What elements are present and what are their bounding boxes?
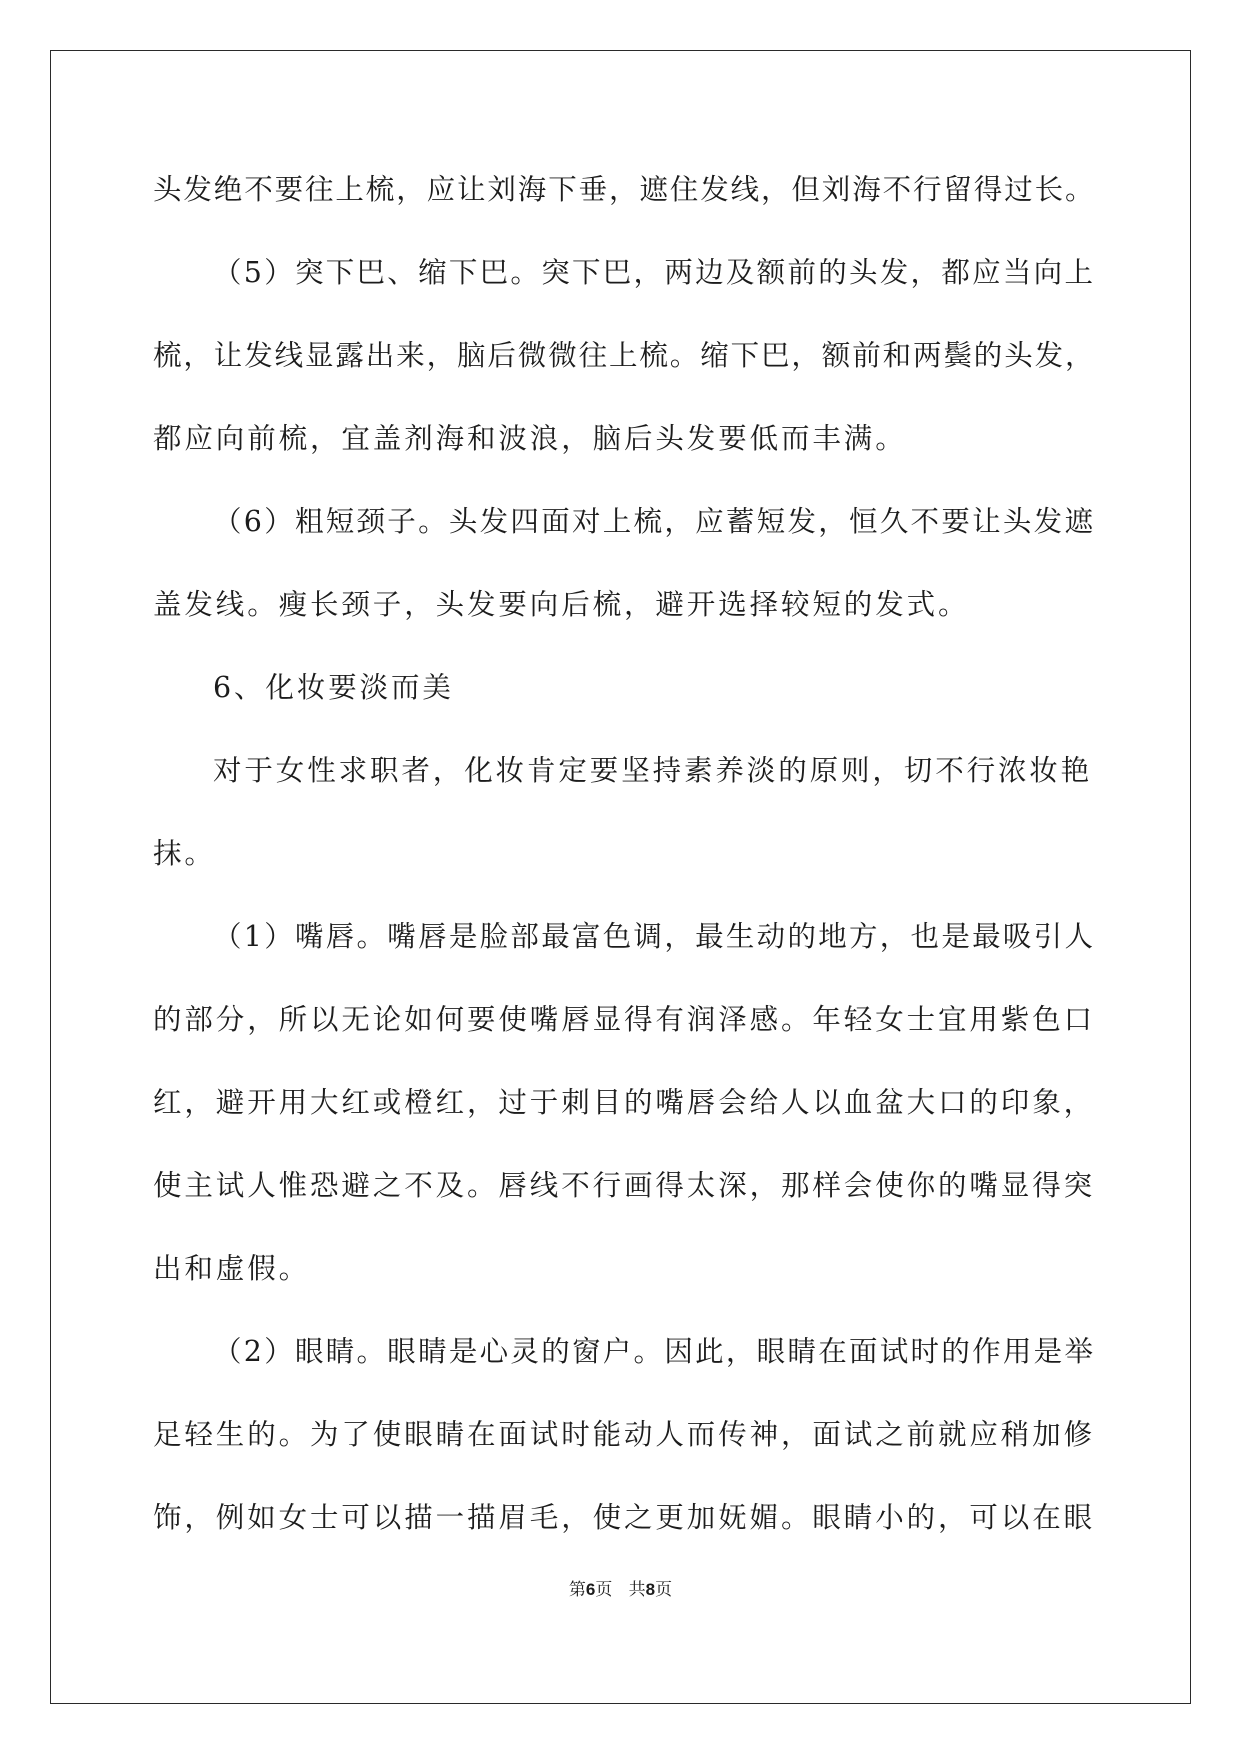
text-line: 使主试人惟恐避之不及。唇线不行画得太深，那样会使你的嘴显得突 bbox=[153, 1169, 1096, 1202]
text-line: 盖发线。瘦长颈子，头发要向后梳，避开选择较短的发式。 bbox=[153, 588, 970, 621]
page-number: 第6页 bbox=[568, 1580, 613, 1600]
text-line: 抹。 bbox=[153, 837, 216, 870]
text-line: 梳，让发线显露出来，脑后微微往上梳。缩下巴，额前和两鬓的头发， bbox=[153, 339, 1096, 372]
page-border bbox=[50, 50, 1191, 1704]
text-line: 都应向前梳，宜盖剂海和波浪，脑后头发要低而丰满。 bbox=[153, 422, 907, 455]
text-line: （1）嘴唇。嘴唇是脸部最富色调，最生动的地方，也是最吸引人 bbox=[213, 920, 1096, 953]
text-line: 的部分，所以无论如何要使嘴唇显得有润泽感。年轻女士宜用紫色口 bbox=[153, 1003, 1096, 1036]
page-total: 共8页 bbox=[628, 1580, 673, 1600]
text-line: （2）眼睛。眼睛是心灵的窗户。因此，眼睛在面试时的作用是举 bbox=[213, 1335, 1096, 1368]
text-line: 饰，例如女士可以描一描眉毛，使之更加妩媚。眼睛小的，可以在眼 bbox=[153, 1501, 1096, 1534]
text-line: 足轻生的。为了使眼睛在面试时能动人而传神，面试之前就应稍加修 bbox=[153, 1418, 1096, 1451]
text-line: 出和虚假。 bbox=[153, 1252, 311, 1285]
text-line: 头发绝不要往上梳，应让刘海下垂，遮住发线，但刘海不行留得过长。 bbox=[153, 173, 1096, 206]
text-line: 对于女性求职者，化妆肯定要坚持素养淡的原则，切不行浓妆艳 bbox=[213, 754, 1093, 787]
page-footer bbox=[0, 1575, 1241, 1605]
text-line: 红，避开用大红或橙红，过于刺目的嘴唇会给人以血盆大口的印象， bbox=[153, 1086, 1096, 1119]
text-line: （6）粗短颈子。头发四面对上梳，应蓄短发，恒久不要让头发遮 bbox=[213, 505, 1096, 538]
text-line: （5）突下巴、缩下巴。突下巴，两边及额前的头发，都应当向上 bbox=[213, 256, 1096, 289]
section-heading: 6、化妆要淡而美 bbox=[213, 671, 454, 704]
